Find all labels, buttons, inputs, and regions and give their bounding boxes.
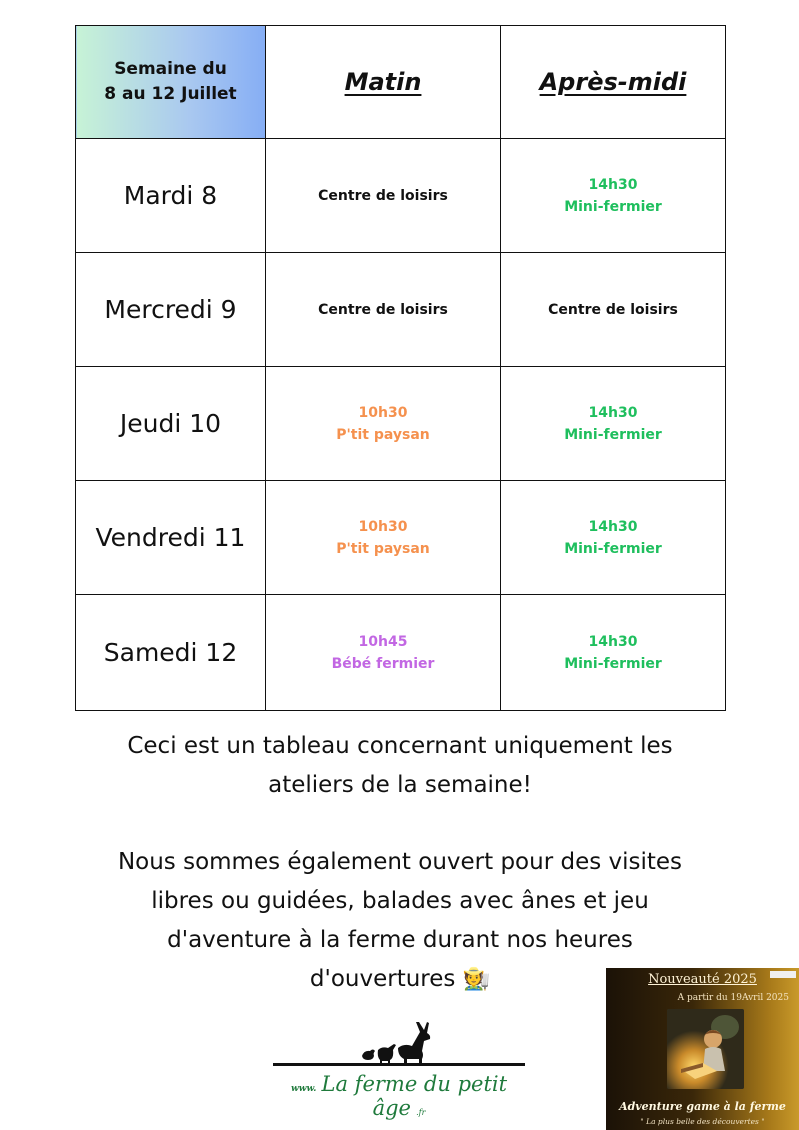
table-row <box>76 253 726 367</box>
activity-time: 14h30 <box>588 176 638 193</box>
promo-subtitle: Adventure game à la ferme <box>619 1100 786 1113</box>
activity-name: Centre de loisirs <box>318 301 448 318</box>
note-line: Ceci est un tableau concernant uniquement les <box>127 733 673 759</box>
morning-activity-cell <box>266 139 501 253</box>
child-reading-photo <box>667 1009 744 1089</box>
activity-name: Mini-fermier <box>564 426 662 443</box>
afternoon-activity-cell <box>501 595 726 711</box>
note-last-text: d'ouvertures <box>309 966 456 992</box>
table-header-row <box>76 26 726 139</box>
afternoon-activity-cell <box>501 481 726 595</box>
activity-time: 14h30 <box>588 404 638 421</box>
note-line: libres ou guidées, balades avec ânes et jeu <box>151 888 649 914</box>
afternoon-activity-cell <box>501 367 726 481</box>
day-cell: Vendredi 11 <box>76 481 266 595</box>
activity-name: P'tit paysan <box>336 426 430 443</box>
morning-activity-cell <box>266 367 501 481</box>
note-line: ateliers de la semaine! <box>268 772 532 798</box>
farm-logo <box>273 1018 525 1120</box>
afternoon-column-header: Après-midi <box>501 26 726 139</box>
morning-activity-cell <box>266 253 501 367</box>
activity-name: Bébé fermier <box>331 655 435 672</box>
note-line: Nous sommes également ouvert pour des visites <box>117 849 683 875</box>
day-cell: Mercredi 9 <box>76 253 266 367</box>
promo-title: Nouveauté 2025 <box>648 972 757 987</box>
day-cell: Samedi 12 <box>76 595 266 711</box>
activity-name: Centre de loisirs <box>548 301 678 318</box>
morning-activity-cell <box>266 595 501 711</box>
activity-time: 14h30 <box>588 518 638 535</box>
activity-name: Mini-fermier <box>564 198 662 215</box>
table-row <box>76 481 726 595</box>
promo-tagline: " La plus belle des découvertes " <box>640 1117 765 1126</box>
logo-prefix: www. <box>290 1084 317 1094</box>
logo-divider <box>273 1063 525 1066</box>
farmer-icon: 🧑‍🌾 <box>462 967 491 992</box>
afternoon-activity-cell <box>501 139 726 253</box>
activity-name: Mini-fermier <box>564 655 662 672</box>
logo-suffix: .fr <box>416 1108 426 1117</box>
promo-date: A partir du 19Avril 2025 <box>677 993 789 1003</box>
morning-activity-cell <box>266 481 501 595</box>
activity-name: Mini-fermier <box>564 540 662 557</box>
weekly-workshops-note <box>40 727 760 805</box>
morning-column-header: Matin <box>266 26 501 139</box>
activity-time: 10h30 <box>358 404 408 421</box>
note-line: d'aventure à la ferme durant nos heures <box>167 927 633 953</box>
activity-time: 10h30 <box>358 518 408 535</box>
activity-time: 10h45 <box>358 633 408 650</box>
afternoon-activity-cell <box>501 253 726 367</box>
logo-name: La ferme du petit âge <box>321 1072 508 1120</box>
week-label-cell <box>76 26 266 139</box>
table-row <box>76 367 726 481</box>
day-cell: Mardi 8 <box>76 139 266 253</box>
week-label-line-2: 8 au 12 Juillet <box>104 84 237 104</box>
activity-name: P'tit paysan <box>336 540 430 557</box>
farm-animals-icon <box>358 1018 448 1066</box>
adventure-game-promo-card <box>606 968 799 1130</box>
day-cell: Jeudi 10 <box>76 367 266 481</box>
table-row <box>76 595 726 711</box>
logo-wordmark <box>273 1072 525 1120</box>
activity-time: 14h30 <box>588 633 638 650</box>
week-label-line-1: Semaine du <box>114 59 227 79</box>
weekly-schedule-table <box>75 25 726 711</box>
table-row <box>76 139 726 253</box>
activity-name: Centre de loisirs <box>318 187 448 204</box>
